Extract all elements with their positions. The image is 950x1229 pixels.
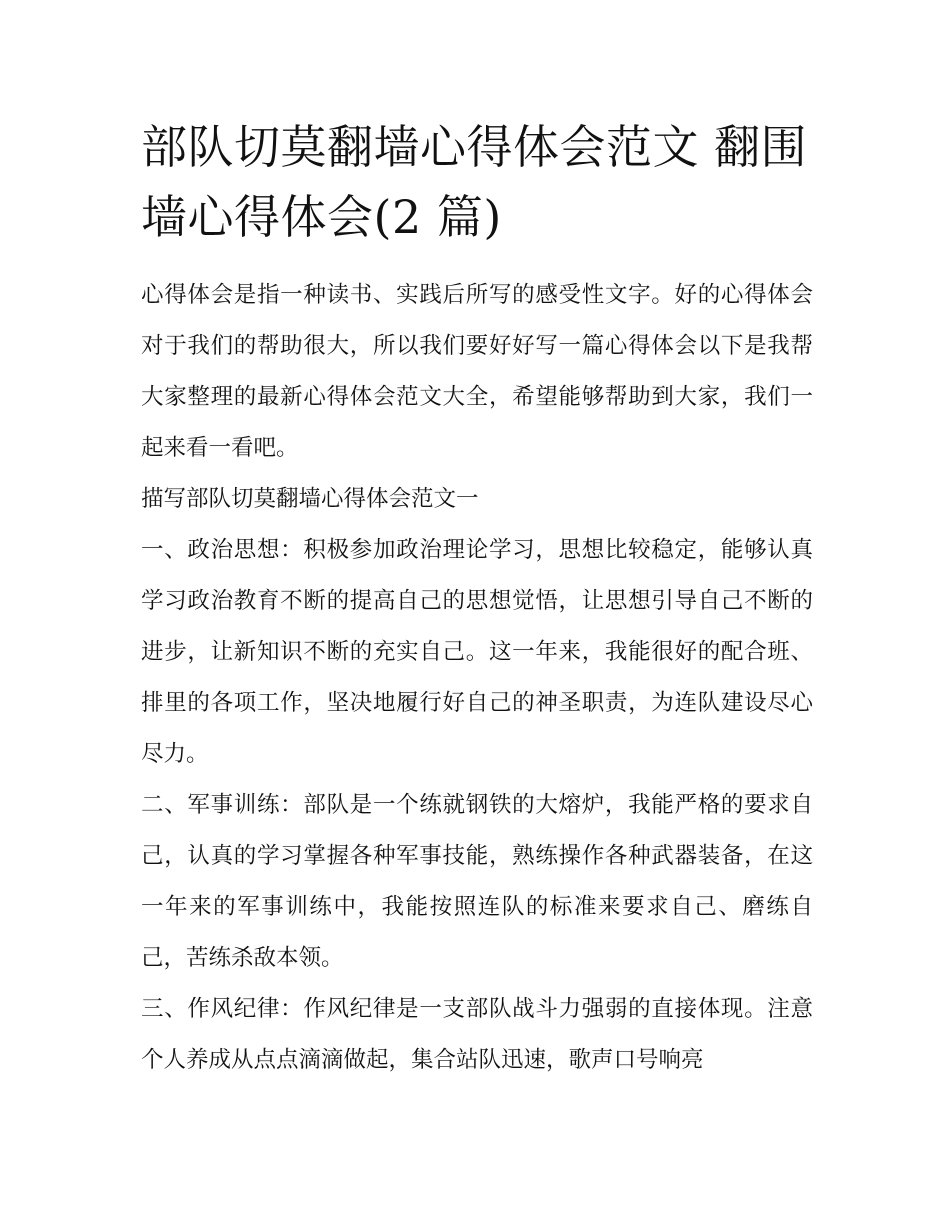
paragraph-military-training: 二、军事训练：部队是一个练就钢铁的大熔炉，我能严格的要求自己，认真的学习掌握各种军事技能，熟练操作各种武器装备，在这一年来的军事训练中，我能按照连队的标准来要求自己、磨练自己，苦练杀敌本领。 (141, 792, 813, 971)
document-page (141, 112, 813, 1086)
paragraph-political: 一、政治思想：积极参加政治理论学习，思想比较稳定，能够认真学习政治教育不断的提高自己的思想觉悟，让思想引导自己不断的进步，让新知识不断的充实自己。这一年来，我能很好的配合班、排里的各项工作，坚决地履行好自己的神圣职责，为连队建设尽心尽力。 (141, 537, 813, 767)
paragraph-discipline: 三、作风纪律：作风纪律是一支部队战斗力强弱的直接体现。注意个人养成从点点滴滴做起，集合站队迅速，歌声口号响亮 (141, 996, 813, 1073)
intro-paragraph: 心得体会是指一种读书、实践后所写的感受性文字。好的心得体会对于我们的帮助很大，所以我们要好好写一篇心得体会以下是我帮大家整理的最新心得体会范文大全，希望能够帮助到大家，我们一起来看一看吧。 (141, 282, 813, 461)
document-title: 部队切莫翻墙心得体会范文 翻围墙心得体会(2 篇) (141, 120, 808, 244)
section-heading: 描写部队切莫翻墙心得体会范文一 (141, 486, 479, 512)
